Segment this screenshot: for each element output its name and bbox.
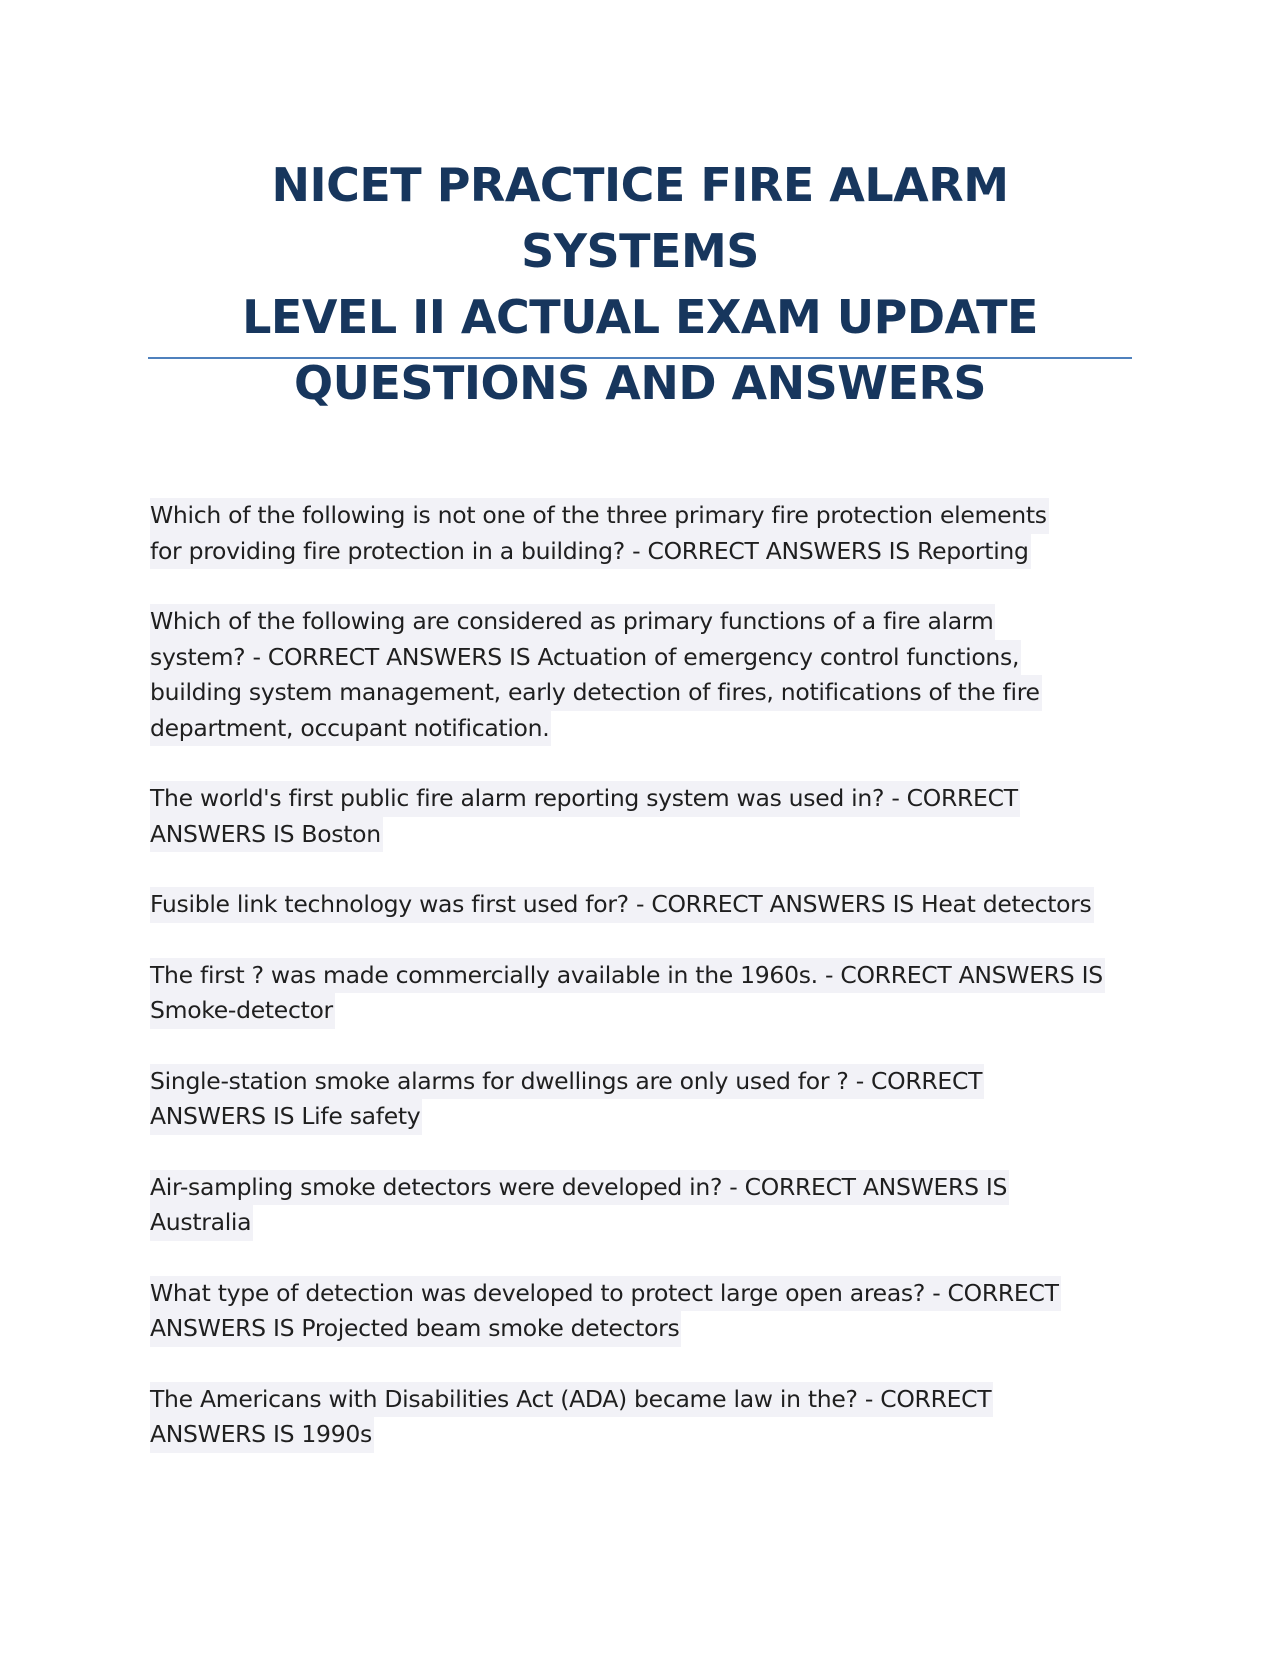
- qa-item: [150, 1276, 1150, 1347]
- qa-item: [150, 958, 1150, 1029]
- qa-line: Which of the following are considered as primary functions of a fire alarm: [150, 604, 995, 640]
- qa-list: [150, 498, 1150, 1488]
- qa-line: The Americans with Disabilities Act (ADA) became law in the? - CORRECT: [150, 1382, 993, 1418]
- qa-line: ANSWERS IS Boston: [150, 817, 383, 853]
- qa-line: for providing fire protection in a building? - CORRECT ANSWERS IS Reporting: [150, 534, 1031, 570]
- qa-line: building system management, early detection of fires, notifications of the fire: [150, 675, 1042, 711]
- qa-item: [150, 498, 1150, 569]
- qa-line: Smoke-detector: [150, 993, 335, 1029]
- qa-line: The first ? was made commercially available in the 1960s. - CORRECT ANSWERS IS: [150, 958, 1105, 994]
- qa-line: Fusible link technology was first used for? - CORRECT ANSWERS IS Heat detectors: [150, 887, 1094, 923]
- qa-line: The world's first public fire alarm reporting system was used in? - CORRECT: [150, 781, 1020, 817]
- qa-line: Australia: [150, 1205, 253, 1241]
- qa-item: [150, 887, 1150, 923]
- qa-line: ANSWERS IS Projected beam smoke detectors: [150, 1311, 681, 1347]
- document-title: [148, 152, 1132, 416]
- qa-item: [150, 1382, 1150, 1453]
- qa-item: [150, 604, 1150, 746]
- qa-item: [150, 1170, 1150, 1241]
- qa-line: Which of the following is not one of the three primary fire protection elements: [150, 498, 1049, 534]
- title-divider: [148, 357, 1132, 359]
- qa-line: ANSWERS IS Life safety: [150, 1099, 422, 1135]
- qa-line: Single-station smoke alarms for dwellings are only used for ? - CORRECT: [150, 1064, 984, 1100]
- qa-line: What type of detection was developed to protect large open areas? - CORRECT: [150, 1276, 1061, 1312]
- title-line: LEVEL II ACTUAL EXAM UPDATE: [242, 290, 1038, 344]
- title-line: NICET PRACTICE FIRE ALARM SYSTEMS: [271, 158, 1009, 278]
- title-line: QUESTIONS AND ANSWERS: [294, 356, 986, 410]
- qa-line: ANSWERS IS 1990s: [150, 1417, 374, 1453]
- qa-line: system? - CORRECT ANSWERS IS Actuation of emergency control functions,: [150, 640, 1021, 676]
- qa-line: Air-sampling smoke detectors were developed in? - CORRECT ANSWERS IS: [150, 1170, 1009, 1206]
- qa-line: department, occupant notification.: [150, 711, 551, 747]
- qa-item: [150, 1064, 1150, 1135]
- qa-item: [150, 781, 1150, 852]
